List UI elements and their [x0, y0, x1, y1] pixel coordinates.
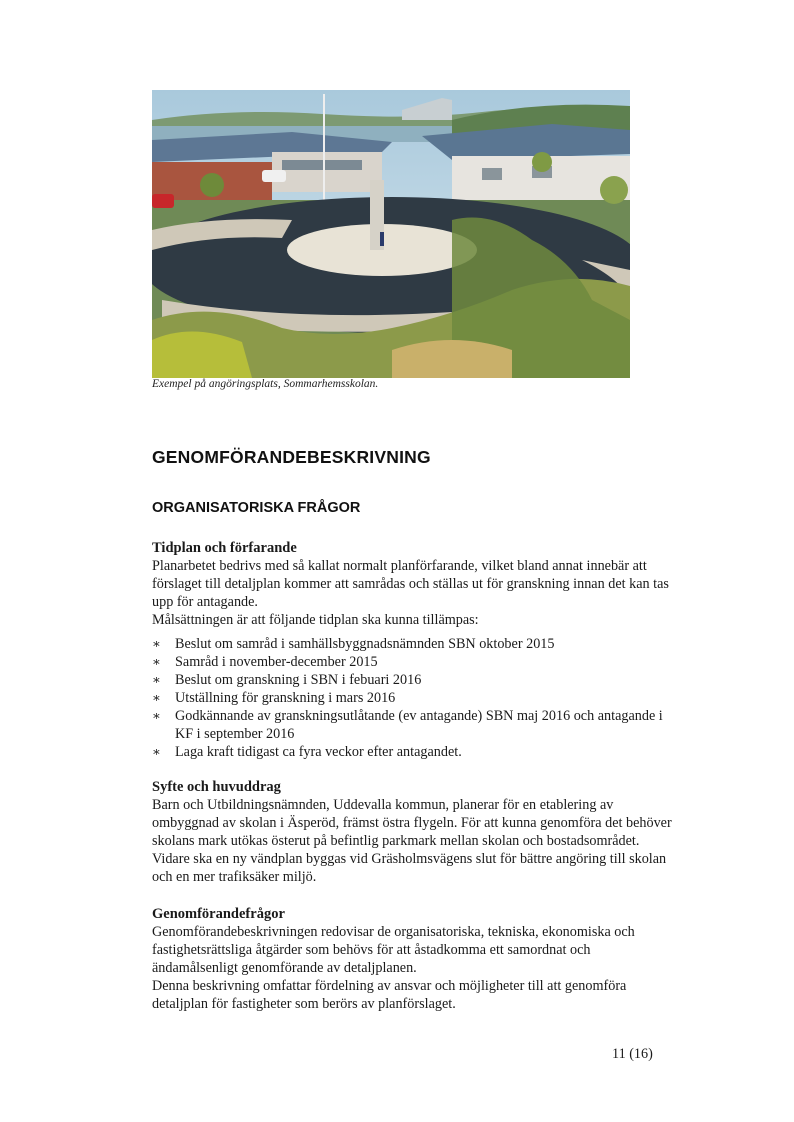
tidplan-title: Tidplan och förfarande	[152, 540, 297, 556]
list-item-text: Godkännande av granskningsutlåtande (ev antagande) SBN maj 2016 och antagande i KF i september 2016	[175, 708, 663, 742]
bullet-star-icon: ∗	[152, 636, 161, 651]
genomforande-paragraph-2: Denna beskrivning omfattar fördelning av ansvar och möjligheter till att genomföra detaljplan för fastigheter som berörs av planförslaget.	[152, 978, 627, 1012]
genomforande-paragraph-1: Genomförandebeskrivningen redovisar de organisatoriska, tekniska, ekonomiska och fastighetsrättsliga åtgärder som behövs för att åstadkomma ett samordnat och ändamålsenligt genomförande av detaljplanen.	[152, 924, 635, 976]
list-item	[152, 689, 672, 707]
list-item	[152, 671, 672, 689]
bullet-star-icon: ∗	[152, 690, 161, 705]
tidplan-list	[152, 635, 672, 761]
section-syfte	[152, 778, 672, 886]
syfte-title: Syfte och huvuddrag	[152, 779, 281, 795]
section-heading: ORGANISATORISKA FRÅGOR	[152, 500, 361, 516]
list-item	[152, 635, 672, 653]
genomforande-title: Genomförandefrågor	[152, 906, 285, 922]
list-item-text: Samråd i november-december 2015	[175, 654, 378, 670]
bullet-star-icon: ∗	[152, 708, 161, 723]
list-item	[152, 743, 672, 761]
tidplan-intro: Målsättningen är att följande tidplan ska kunna tillämpas:	[152, 612, 479, 628]
page-number: 11 (16)	[612, 1046, 653, 1062]
list-item-text: Beslut om granskning i SBN i febuari 2016	[175, 672, 422, 688]
bullet-star-icon: ∗	[152, 672, 161, 687]
school-photo	[152, 90, 630, 378]
section-genomforande	[152, 905, 672, 1013]
section-tidplan	[152, 539, 672, 761]
list-item-text: Utställning för granskning i mars 2016	[175, 690, 396, 706]
bullet-star-icon: ∗	[152, 744, 161, 759]
page-title: GENOMFÖRANDEBESKRIVNING	[152, 447, 431, 467]
syfte-paragraph: Barn och Utbildningsnämnden, Uddevalla kommun, planerar för en etablering av ombyggnad av skolan i Äsperöd, främst östra flygeln. För att kunna genomföra det behöver skolans mark utökas österut på befintlig parkmark mellan skolan och bostadsområdet. Vidare ska en ny vändplan byggas vid Gräsholmsvägens slut för bättre angöring till skolan och en mer trafiksäker miljö.	[152, 797, 672, 885]
list-item-text: Beslut om samråd i samhällsbyggnadsnämnden SBN oktober 2015	[175, 636, 555, 652]
list-item-text: Laga kraft tidigast ca fyra veckor efter antagandet.	[175, 744, 462, 760]
figure-caption: Exempel på angöringsplats, Sommarhemsskolan.	[152, 378, 379, 390]
list-item	[152, 653, 672, 671]
list-item	[152, 707, 672, 743]
tidplan-paragraph: Planarbetet bedrivs med så kallat normalt planförfarande, vilket bland annat innebär att förslaget till detaljplan kommer att samrådas och ställas ut för granskning innan det kan tas upp för antagande.	[152, 558, 669, 610]
bullet-star-icon: ∗	[152, 654, 161, 669]
